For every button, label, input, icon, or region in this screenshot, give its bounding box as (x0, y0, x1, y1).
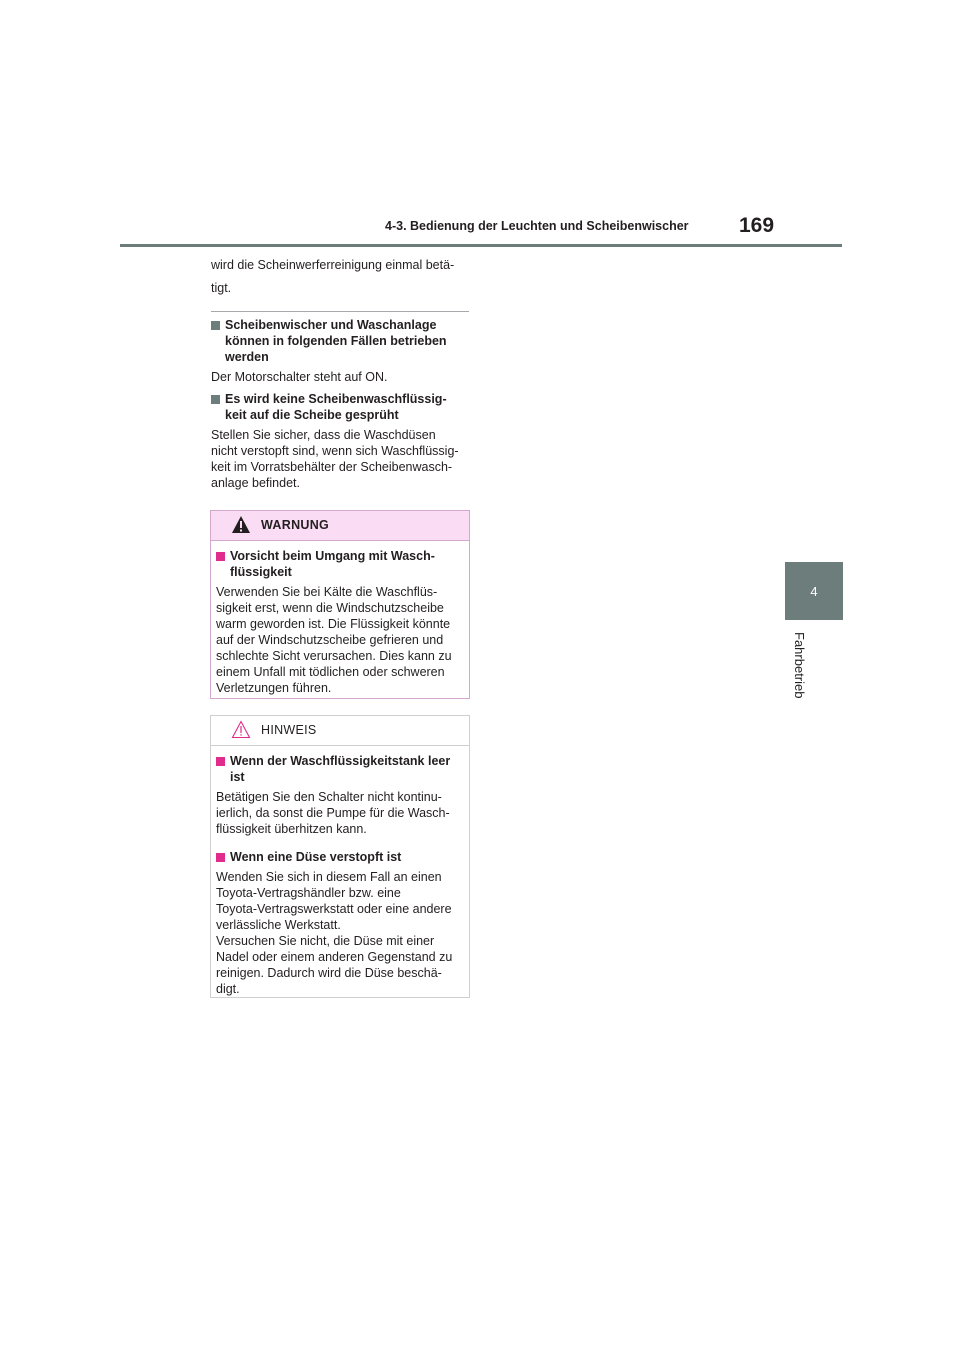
section-heading (211, 317, 469, 365)
section-body-line: Stellen Sie sicher, dass die Waschdüsen (211, 428, 436, 442)
notice-item-heading (216, 849, 463, 865)
warning-triangle-icon (231, 515, 251, 534)
intro-line: tigt. (211, 281, 232, 295)
chapter-tab[interactable] (785, 562, 843, 620)
warning-body-line: auf der Windschutzscheibe gefrieren und (216, 633, 444, 647)
section-body-line: nicht verstopft sind, wenn sich Waschflüssig- (211, 444, 459, 458)
warning-body-line: einem Unfall mit tödlichen oder schweren (216, 665, 445, 679)
warning-item-heading (216, 548, 463, 580)
section-body-line: anlage befindet. (211, 476, 300, 490)
square-bullet-icon (211, 395, 220, 404)
warning-body-line: Verwenden Sie bei Kälte die Waschflüs- (216, 585, 438, 599)
notice-body-line: Wenden Sie sich in diesem Fall an einen (216, 870, 442, 884)
square-bullet-icon (211, 321, 220, 330)
notice-item-heading (216, 753, 463, 785)
notice-body-line: Nadel oder einem anderen Gegenstand zu (216, 950, 453, 964)
section-scheibenwischer (211, 317, 469, 385)
notice-body-line: Toyota-Vertragshändler bzw. eine (216, 886, 401, 900)
header-divider (120, 244, 842, 247)
warning-body-line: sigkeit erst, wenn die Windschutzscheibe (216, 601, 444, 615)
warning-label: WARNUNG (261, 518, 330, 532)
warning-box (210, 510, 470, 699)
page-number: 169 (739, 214, 775, 237)
square-bullet-icon (216, 757, 225, 766)
warning-title-line: Vorsicht beim Umgang mit Wasch- (230, 549, 435, 563)
chapter-number: 4 (810, 583, 818, 599)
section-title-line: werden (225, 350, 269, 364)
notice-body-line: Toyota-Vertragswerkstatt oder eine andere (216, 902, 452, 916)
warning-title-line: flüssigkeit (230, 565, 292, 579)
notice-body-line: flüssigkeit überhitzen kann. (216, 822, 367, 836)
notice-body-line: digt. (216, 982, 240, 996)
section-title-line: Scheibenwischer und Waschanlage (225, 318, 437, 332)
warning-body-line: schlechte Sicht verursachen. Dies kann zu (216, 649, 452, 663)
warning-body (211, 541, 469, 696)
notice-title-line: Wenn eine Düse verstopft ist (230, 850, 402, 864)
section-title-line: keit auf die Scheibe gesprüht (225, 408, 399, 422)
warning-header (211, 511, 469, 541)
section-title-line: können in folgenden Fällen betrieben (225, 334, 447, 348)
section-title-line: Es wird keine Scheibenwaschflüssig- (225, 392, 447, 406)
warning-body-line: warm geworden ist. Die Flüssigkeit könnte (216, 617, 451, 631)
notice-body-line: Betätigen Sie den Schalter nicht kontinu- (216, 790, 442, 804)
section-body-line: keit im Vorratsbehälter der Scheibenwasch- (211, 460, 453, 474)
notice-box (210, 715, 470, 998)
section-keine-waschfluessigkeit (211, 391, 469, 491)
intro-paragraph (211, 257, 469, 296)
square-bullet-icon (216, 552, 225, 561)
chapter-label: Fahrbetrieb (792, 632, 807, 699)
notice-body-line: Versuchen Sie nicht, die Düse mit einer (216, 934, 435, 948)
notice-body-line: verlässliche Werkstatt. (216, 918, 341, 932)
intro-line: wird die Scheinwerferreinigung einmal betä- (211, 258, 455, 272)
section-header-title: 4-3. Bedienung der Leuchten und Scheibenwischer (385, 219, 689, 233)
warning-body-line: Verletzungen führen. (216, 681, 332, 695)
section-body: Der Motorschalter steht auf ON. (211, 370, 388, 384)
square-bullet-icon (216, 853, 225, 862)
section-heading (211, 391, 469, 423)
caution-triangle-icon (231, 720, 251, 739)
notice-label: HINWEIS (261, 723, 317, 737)
notice-body-line: ierlich, da sonst die Pumpe für die Wasch- (216, 806, 450, 820)
notice-title-line: Wenn der Waschflüssigkeitstank leer (230, 754, 451, 768)
notice-body-line: reinigen. Dadurch wird die Düse beschä- (216, 966, 442, 980)
section-divider (211, 311, 469, 312)
notice-header (211, 716, 469, 746)
notice-body (211, 746, 469, 997)
notice-title-line: ist (230, 770, 245, 784)
